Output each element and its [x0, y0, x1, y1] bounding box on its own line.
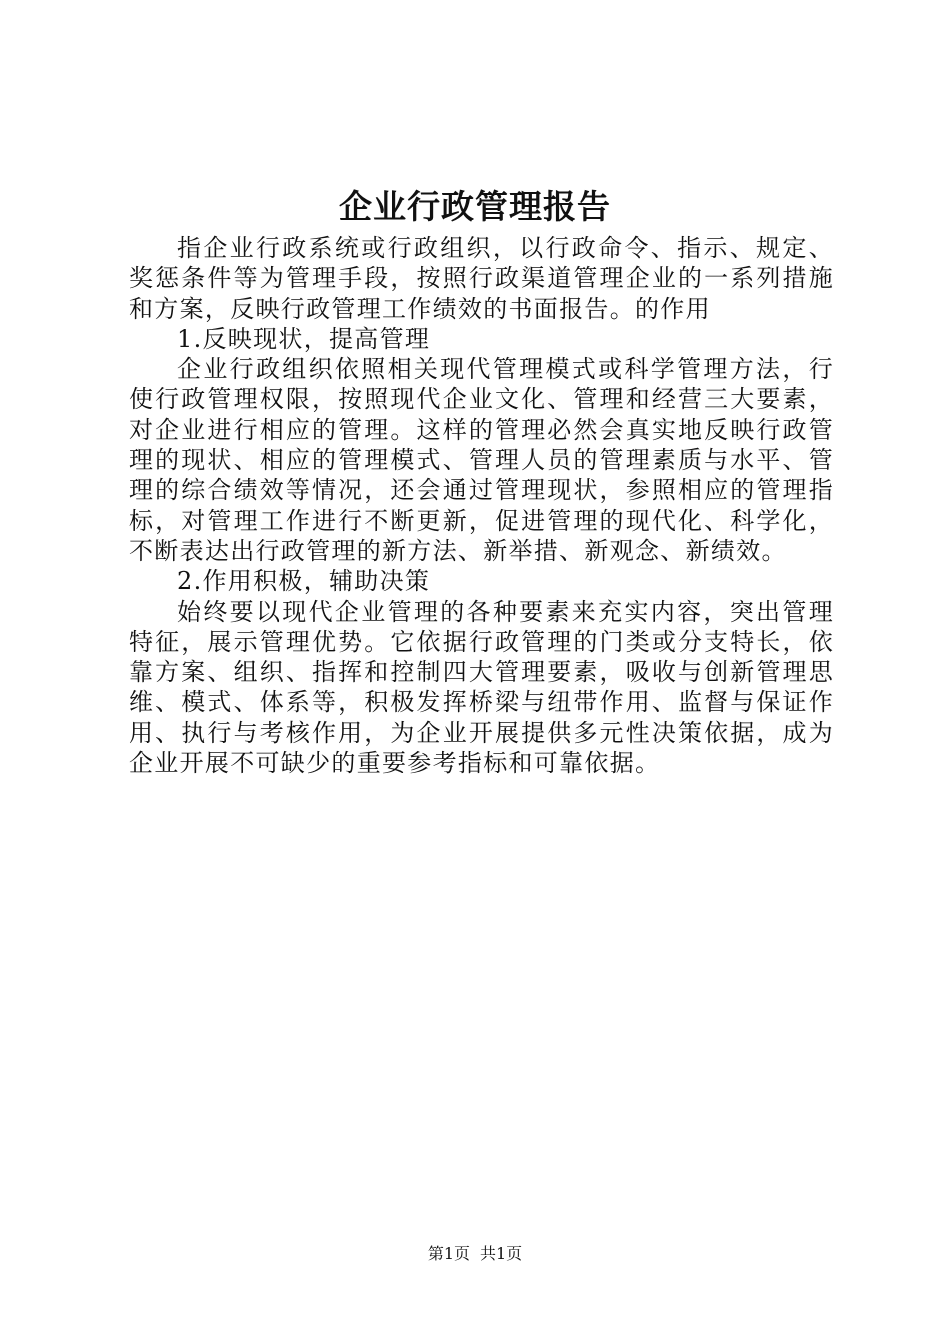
- section-paragraph-2: 始终要以现代企业管理的各种要素来充实内容，突出管理特征，展示管理优势。它依据行政管理的门类或分支特长，依靠方案、组织、指挥和控制四大管理要素，吸收与创新管理思维、模式、体系等，积极发挥桥梁与纽带作用、监督与保证作用、执行与考核作用，为企业开展提供多元性决策依据，成为企业开展不可缺少的重要参考指标和可靠依据。: [129, 597, 834, 778]
- page-title: 企业行政管理报告: [339, 187, 611, 226]
- intro-paragraph: 指企业行政系统或行政组织，以行政命令、指示、规定、奖惩条件等为管理手段，按照行政渠道管理企业的一系列措施和方案，反映行政管理工作绩效的书面报告。的作用: [129, 234, 834, 323]
- section-heading-2: 2.作用积极，辅助决策: [177, 567, 431, 596]
- page-footer: [0, 1244, 950, 1264]
- page-number: 第1页: [427, 1244, 470, 1263]
- section-paragraph-1: 企业行政组织依照相关现代管理模式或科学管理方法，行使行政管理权限，按照现代企业文化、管理和经营三大要素，对企业进行相应的管理。这样的管理必然会真实地反映行政管理的现状、相应的管理模式、管理人员的管理素质与水平、管理的综合绩效等情况，还会通过管理现状，参照相应的管理指标，对管理工作进行不断更新，促进管理的现代化、科学化，不断表达出行政管理的新方法、新举措、新观念、新绩效。: [129, 355, 834, 565]
- page-count: 共1页: [480, 1244, 523, 1263]
- section-heading-1: 1.反映现状，提高管理: [177, 324, 431, 353]
- document-body: [129, 233, 834, 778]
